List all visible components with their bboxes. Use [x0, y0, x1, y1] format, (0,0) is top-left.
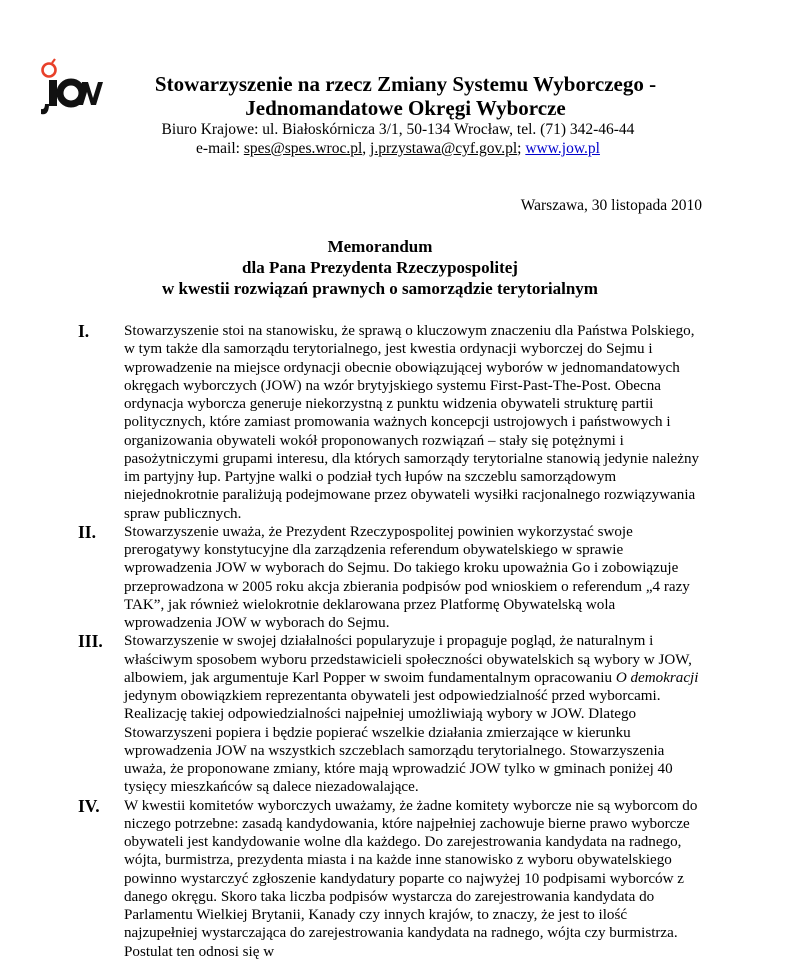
organization-title — [118, 72, 693, 120]
office-address: Biuro Krajowe: ul. Białoskórnicza 3/1, 50-134 Wrocław, tel. (71) 342-46-44 — [161, 121, 635, 138]
email-link-przystawa[interactable]: j.przystawa@cyf.gov.pl — [370, 140, 518, 157]
book-title: O demokracji — [615, 669, 699, 686]
section-text — [124, 632, 702, 796]
organization-title-line1: Stowarzyszenie na rzecz Zmiany Systemu Wyborczego - — [154, 72, 657, 96]
memorandum-body — [0, 322, 800, 961]
memorandum-subject: w kwestii rozwiązań prawnych o samorządzie terytorialnym — [162, 279, 598, 298]
letter-date: Warszawa, 30 listopada 2010 — [520, 197, 702, 214]
email-line: e-mail: spes@spes.wroc.pl, j.przystawa@cyf.gov.pl; www.jow.pl — [196, 140, 600, 157]
section-numeral: II. — [78, 521, 96, 542]
section-text-part: jedynym obowiązkiem reprezentanta obywateli jest odpowiedzialność przed wyborcami. Realizację takiej odpowiedzialności najpełniej umożliwiają wybory w JOW. Dlatego Stowarzyszeni popiera i będzie popierać wszelkie działania zmierzające w kierunku wprowadzenia JOW na wszystkich szczeblach samorządu terytorialnego. Stowarzyszenia uważa, że proponowane zmiany, które mają wprowadzić JOW tylko w gminach poniżej 40 tysięcy mieszkańców są dalece niezadowalające. — [124, 688, 673, 796]
memorandum-addressee: dla Pana Prezydenta Rzeczypospolitej — [242, 258, 518, 277]
organization-contact — [108, 120, 688, 158]
organization-title-line2: Jednomandatowe Okręgi Wyborcze — [245, 96, 566, 120]
section-numeral: I. — [78, 321, 90, 341]
section-ii — [0, 523, 800, 633]
section-text: W kwestii komitetów wyborczych uważamy, że żadne komitety wyborcze nie są wyborcom do niczego potrzebne: zasadą kandydowania, które najpełniej zachowuje bierne prawo wyborcze obywateli jest kandydowanie wolne dla każdego. Do zarejestrowania kandydata na radnego, wójta, burmistrza, prezydenta miasta i na każde inne stanowisko z wyboru obywatelskiego powinno wystarczyć zgłoszenie kandydatury poparte co najwyżej 10 podpisami wyborców z danego okręgu. Skoro taka liczba podpisów wystarcza do zarejestrowania kandydata do Parlamentu Wielkiej Brytanii, Kanady czy innych krajów, to znaczy, że jest to ilość najzupełniej wystarczająca do zarejestrowania kandydata na radnego, wójta czy burmistrza. Postulat ten odnosi się w — [124, 797, 698, 960]
section-i — [0, 322, 800, 523]
section-numeral: IV. — [78, 795, 100, 816]
section-text: Stowarzyszenie uważa, że Prezydent Rzeczypospolitej powinien wykorzystać swoje prerogatywy konstytucyjne dla zarządzenia referendum obywatelskiego w sprawie wprowadzenia JOW w wyborach do Sejmu. Do takiego kroku upoważnia Go i zobowiązuje przeprowadzona w 2005 roku akcja zbierania podpisów pod wnioskiem o referendum „4 razy TAK”, jak również wielokrotnie deklarowana przez Platformę Obywatelską wola wprowadzenia JOW w wyborach do Sejmu. — [124, 523, 690, 631]
section-iv — [0, 797, 800, 961]
section-text: Stowarzyszenie stoi na stanowisku, że sprawą o kluczowym znaczeniu dla Państwa Polskiego, w tym także dla samorządu terytorialnego, jest kwestia ordynacji wyborczej do Sejmu i wprowadzenie na miejsce ordynacji obecnie obowiązującej wyborów w jednomandatowych okręgach wyborczych (JOW) na wzór brytyjskiego systemu First-Past-The-Post. Obecna ordynacja wyborcza generuje niekorzystną z punktu widzenia obywateli strukturę partii politycznych, które zamiast promowania ważnych koncepcji ustrojowych i państwowych i organizowania obywateli wokół proponowanych rozwiązań – stały się potężnymi i pasożytniczymi grupami interesu, dla których samorządy terytorialne stanowią jedynie należny im partyjny łup. Partyjne walki o podział tych łupów na szczeblu samorządowym niejednokrotnie paraliżują podejmowane przez obywateli wysiłki racjonalnego rozwiązywania spraw publicznych. — [124, 323, 700, 522]
section-numeral: III. — [78, 631, 103, 652]
email-label: e-mail: — [196, 140, 240, 157]
memorandum-title: Memorandum — [327, 237, 433, 256]
website-link[interactable]: www.jow.pl — [525, 140, 600, 157]
letterhead — [40, 58, 800, 168]
section-text-part: Stowarzyszenie w swojej działalności popularyzuje i propaguje pogląd, że naturalnym i właściwym sposobem wyboru przedstawicieli społeczności obywatelskich są wybory w JOW, albowiem, jak argumentuje Karl Popper w swoim fundamentalnym opracowaniu — [124, 633, 692, 686]
memorandum-heading — [0, 236, 760, 299]
email-link-spes[interactable]: spes@spes.wroc.pl — [243, 140, 363, 157]
jow-logo — [40, 58, 108, 120]
section-iii — [0, 632, 800, 796]
